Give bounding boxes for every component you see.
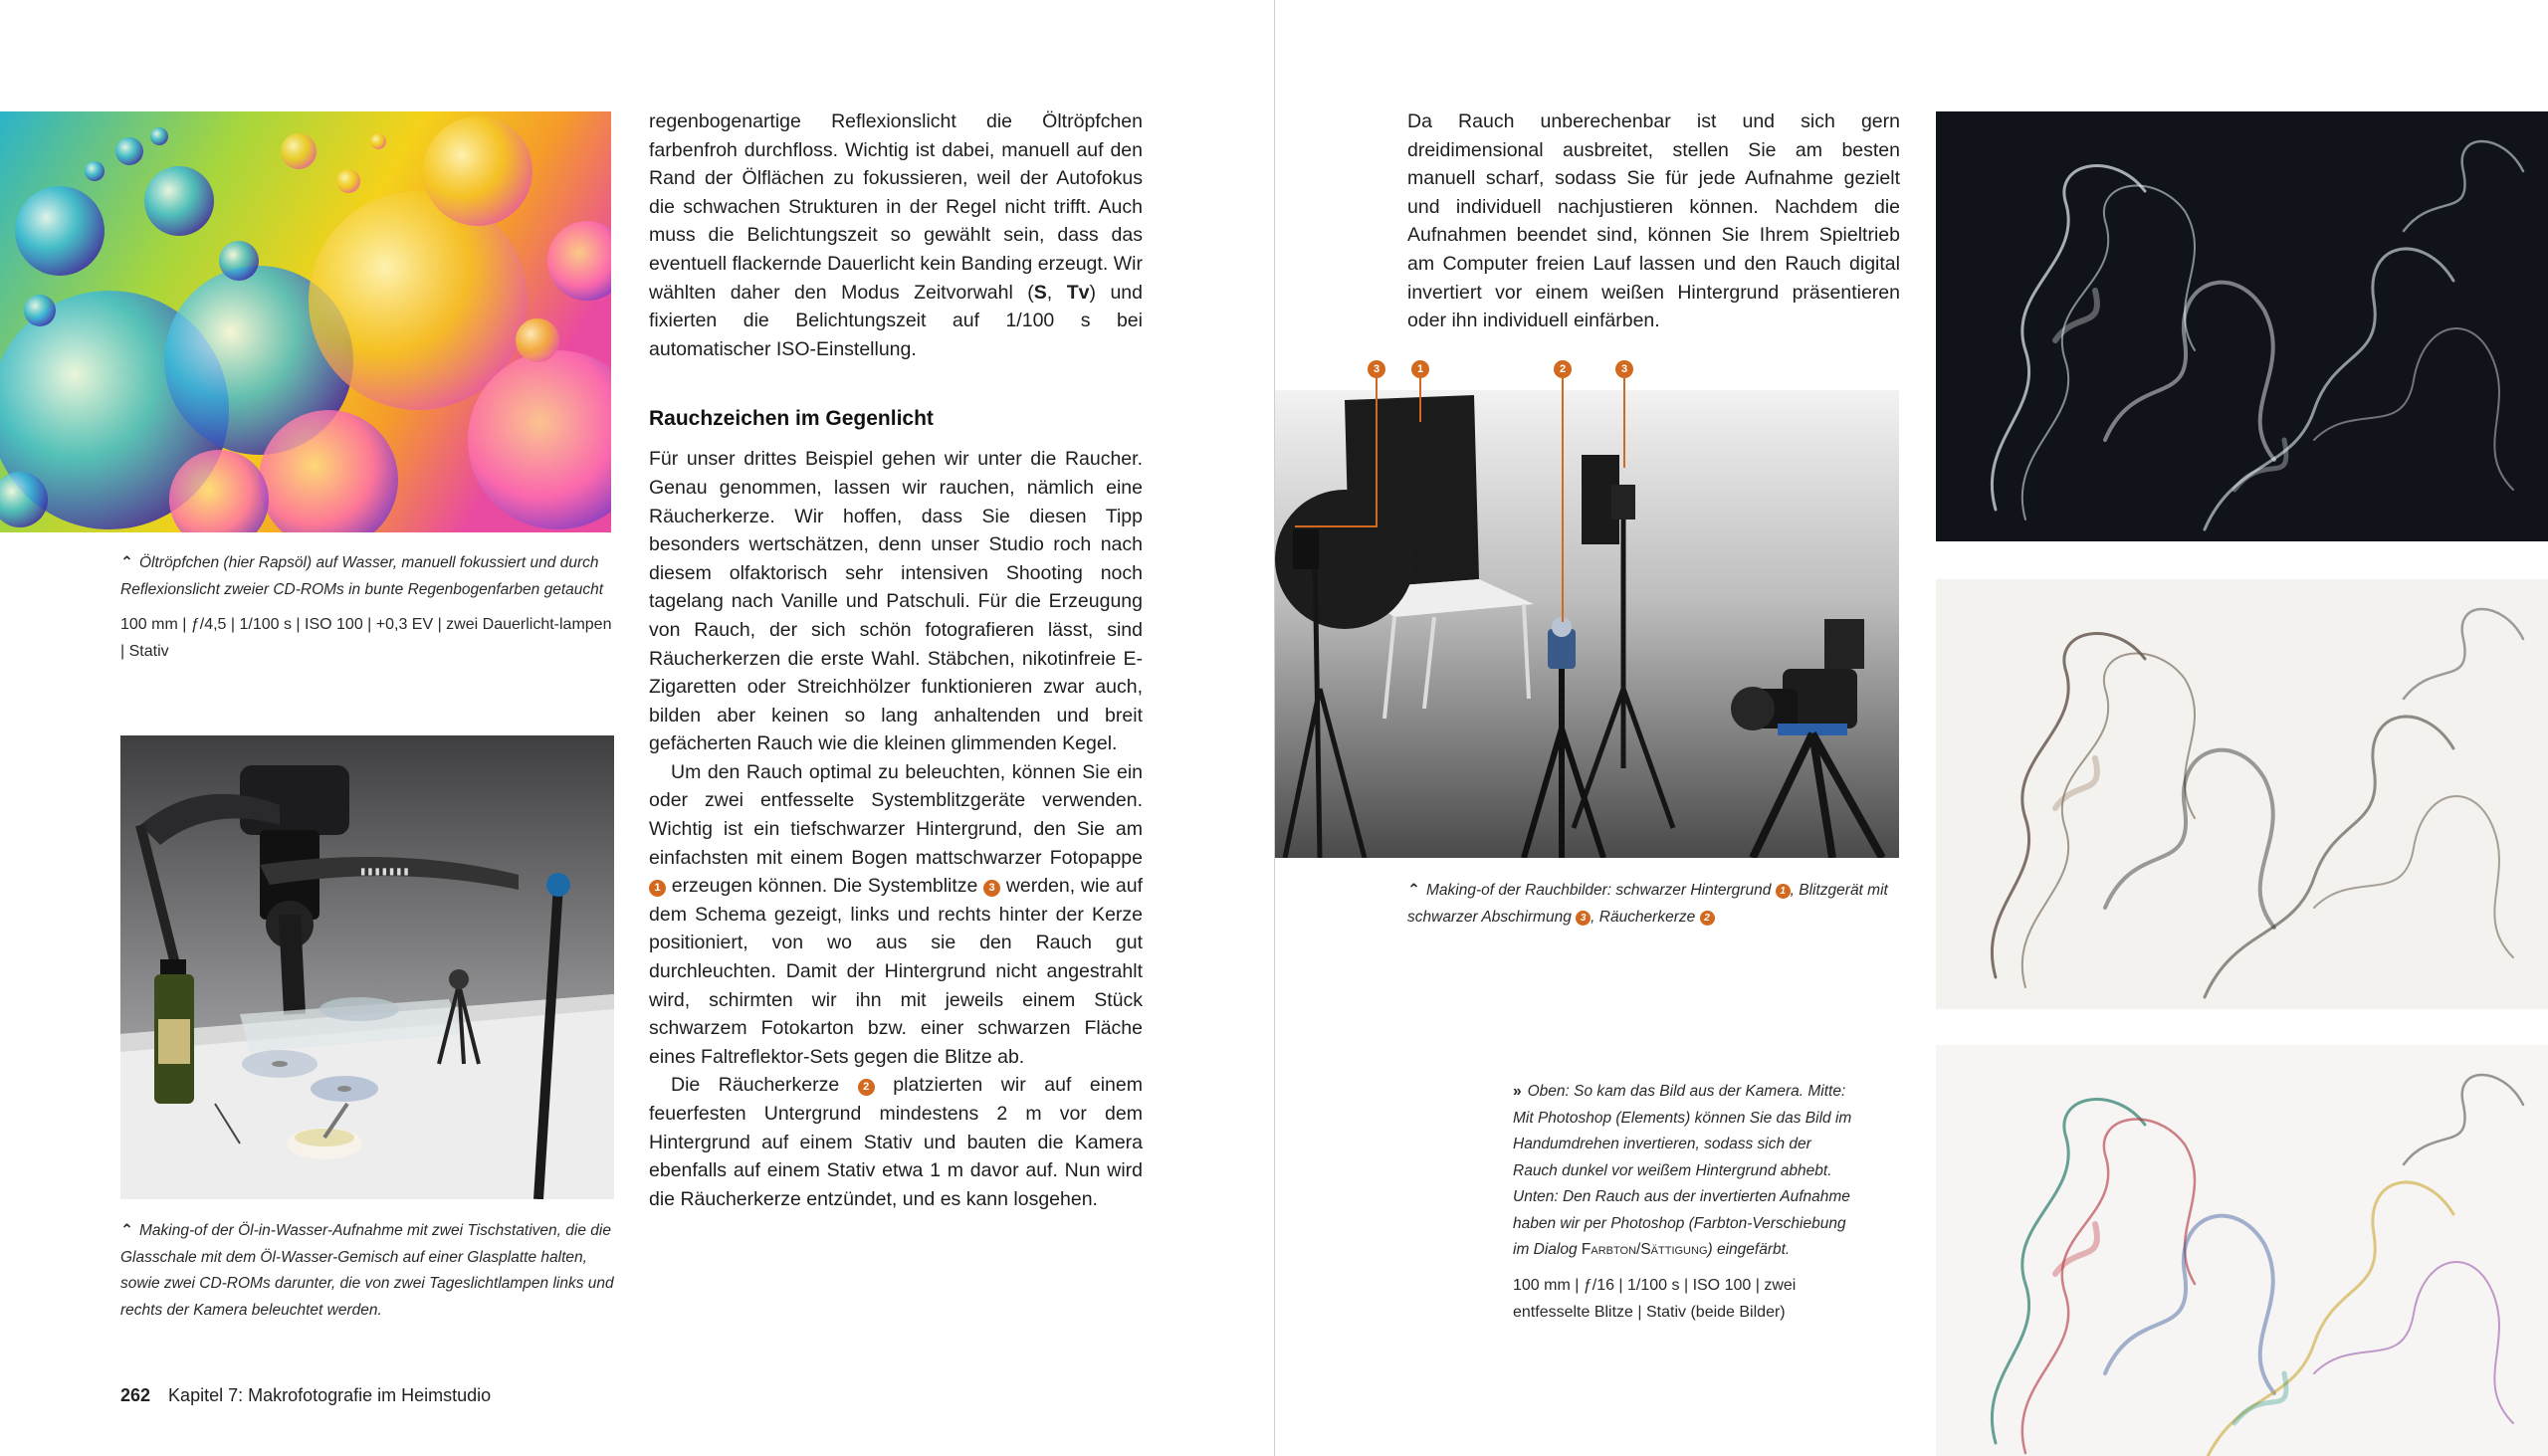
tech-data-oil: 100 mm | ƒ/4,5 | 1/100 s | ISO 100 | +0,3 EV | zwei Dauerlicht-lampen | Stativ xyxy=(120,616,612,660)
page-footer xyxy=(120,1385,491,1406)
p3a: Um den Rauch optimal zu beleuchten, können Sie ein oder zwei entfesselte Systemblitzgeräte verwenden. Wichtig ist ein tiefschwarzer Hintergrund, den Sie am einfachsten mit einem Bogen mattschwarzer Fotopappe xyxy=(649,760,1143,869)
caption-oil-droplets xyxy=(120,550,614,665)
photo-smoke-original xyxy=(1936,111,2548,541)
leader-line-2 xyxy=(1562,378,1564,622)
caption-smoke-studio xyxy=(1407,878,1900,931)
marker-3: 3 xyxy=(983,880,1000,897)
leader-line-3-left-h xyxy=(1295,525,1378,527)
caption-studio-a: Making-of der Rauchbilder: schwarzer Hintergrund xyxy=(1426,882,1772,899)
tech-data-smoke: 100 mm | ƒ/16 | 1/100 s | ISO 100 | zwei entfesselte Blitze | Stativ (beide Bilder) xyxy=(1513,1276,1797,1321)
caption-up-arrow-icon: ⌃ xyxy=(120,554,133,571)
section-heading: Rauchzeichen im Gegenlicht xyxy=(649,407,934,431)
leader-line-1 xyxy=(1419,378,1421,422)
caption-smoke-b: ) eingefärbt. xyxy=(1707,1241,1791,1258)
photo-oil-droplets xyxy=(0,111,611,532)
smoke-inverted-image xyxy=(1936,579,2548,1009)
right-paragraph: Da Rauch unberechenbar ist und sich gern dreidimensional ausbreitet, stellen Sie am besten manuell scharf, sodass Sie für jede Aufnahme gezielt und individuell nachjustieren können. Nachdem die Aufnahmen beendet sind, können Sie Ihrem Spieltrieb am Computer freien Lauf lassen und den Rauch digital invertiert vor einem weißen Hintergrund präsentieren oder ihn individuell einfärben. xyxy=(1407,110,1900,332)
photo-smoke-studio xyxy=(1275,390,1899,858)
paragraph-3 xyxy=(649,758,1143,1072)
smoke-colored-image xyxy=(1936,1045,2548,1456)
mode-tv: Tv xyxy=(1066,281,1090,304)
caption-marker-3: 3 xyxy=(1576,911,1591,926)
caption-marker-1: 1 xyxy=(1776,884,1791,899)
smoke-studio-image xyxy=(1275,390,1899,858)
smoke-original-image xyxy=(1936,111,2548,541)
left-text-column xyxy=(649,107,1143,1213)
paragraph-continued xyxy=(649,107,1143,363)
callout-1: 1 xyxy=(1411,360,1429,378)
paragraph-4 xyxy=(649,1071,1143,1213)
p3b: erzeugen können. Die Systemblitze xyxy=(671,875,978,898)
oil-droplets-image xyxy=(0,111,611,532)
right-text-column xyxy=(1407,107,1900,335)
photo-making-of-oil xyxy=(120,735,614,1199)
p1-end: ) und fixierten die Belichtungszeit auf 1/100 s bei automatischer ISO-Einstellung. xyxy=(649,281,1143,360)
marker-1: 1 xyxy=(649,880,666,897)
page-number: 262 xyxy=(120,1385,151,1405)
chapter-title: Kapitel 7: Makrofotografie im Heimstudio xyxy=(168,1385,492,1405)
leader-line-3-right xyxy=(1623,378,1625,468)
caption-smoke-dialog: Farbton/Sättigung xyxy=(1581,1241,1708,1258)
caption-studio-b: , Blitzgerät mit schwarzer Abschirmung xyxy=(1407,882,1888,926)
caption-up-arrow-icon: ⌃ xyxy=(1407,882,1420,899)
callout-3-left: 3 xyxy=(1368,360,1385,378)
paragraph-2: Für unser drittes Beispiel gehen wir unter die Raucher. Genau genommen, lassen wir rauchen, nämlich eine Räucherkerze. Wir hoffen, dass Sie diesen Tipp besonders wertschätzen, denn unser Studio roch nach diesem olfaktorisch sehr intensiven Shooting noch tagelang nach Vanille und Patschuli. Für die Erzeugung von Rauch, der sich schön fotografieren lässt, sind Räucherkerzen die erste Wahl. Stäbchen, nikotinfreie E-Zigaretten oder Streichhölzer funktionieren zwar auch, bilden aber keinen so lang anhaltenden und breit gefächerten Rauch wie die kleinen glimmenden Kegel. xyxy=(649,448,1143,755)
p1-text: regenbogenartige Reflexionslicht die Öltröpfchen farbenfroh durchfloss. Wichtig ist dabei, manuell auf den Rand der Ölflächen zu fokussieren, weil der Autofokus die schwachen Strukturen in der Regel nicht trifft. Auch muss die Belichtungszeit so gewählt sein, dass das eventuell flackernde Dauerlicht kein Banding erzeugt. Wir wählten daher den Modus Zeitvorwahl ( xyxy=(649,110,1143,304)
p3c: werden, wie auf dem Schema gezeigt, links und rechts hinter der Kerze positioniert, von wo aus sie den Rauch gut durchleuchten. Damit der Hintergrund nicht angestrahlt wird, schirmten wir ihn mit jeweils einem Stück schwarzem Fotokarton bzw. einer schwarzen Fläche eines Faltreflektor-Sets gegen die Blitze ab. xyxy=(649,875,1143,1068)
svg-text:▮▮▮▮▮▮▮: ▮▮▮▮▮▮▮ xyxy=(359,864,410,878)
right-page xyxy=(1275,0,2548,1456)
p4a: Die Räucherkerze xyxy=(671,1074,840,1097)
making-of-oil-image xyxy=(120,735,614,1199)
mode-s: S xyxy=(1033,281,1047,304)
marker-2: 2 xyxy=(858,1079,875,1096)
leader-line-3-left xyxy=(1376,378,1378,527)
caption-making-of-oil xyxy=(120,1218,614,1324)
p1-sep: , xyxy=(1046,281,1067,304)
p4b: platzierten wir auf einem feuerfesten Untergrund mindestens 2 m vor dem Hintergrund auf einem Stativ und bauten die Kamera ebenfalls auf einem Stativ etwa 1 m davor auf. Nun wird die Räucherkerze entzündet, und es kann losgehen. xyxy=(649,1074,1143,1210)
photo-smoke-inverted xyxy=(1936,579,2548,1009)
caption-making-text: Making-of der Öl-in-Wasser-Aufnahme mit zwei Tischstativen, die die Glasschale mit dem Öl-Wasser-Gemisch auf einer Glasplatte halten, sowie zwei CD-ROMs darunter, die von zwei Tageslichtlampen links und rechts der Kamera beleuchtet werden. xyxy=(120,1222,614,1319)
caption-smoke-series xyxy=(1513,1079,1856,1326)
caption-studio-c: , Räucherkerze xyxy=(1591,908,1696,926)
caption-oil-text: Öltröpfchen (hier Rapsöl) auf Wasser, manuell fokussiert und durch Reflexionslicht zweier CD-ROMs in bunte Regenbogenfarben getaucht xyxy=(120,554,604,598)
callout-2: 2 xyxy=(1554,360,1572,378)
caption-right-arrow-icon: » xyxy=(1513,1083,1522,1100)
caption-up-arrow-icon: ⌃ xyxy=(120,1222,133,1239)
caption-marker-2: 2 xyxy=(1700,911,1715,926)
callout-3-right: 3 xyxy=(1615,360,1633,378)
photo-smoke-colored xyxy=(1936,1045,2548,1456)
caption-smoke-a: Oben: So kam das Bild aus der Kamera. Mitte: Mit Photoshop (Elements) können Sie das Bild im Handumdrehen invertieren, sodass sich der Rauch dunkel vor weißem Hintergrund abhebt. Unten: Den Rauch aus der invertierten Aufnahme haben wir per Photoshop (Farbton-Verschiebung im Dialog xyxy=(1513,1083,1852,1258)
